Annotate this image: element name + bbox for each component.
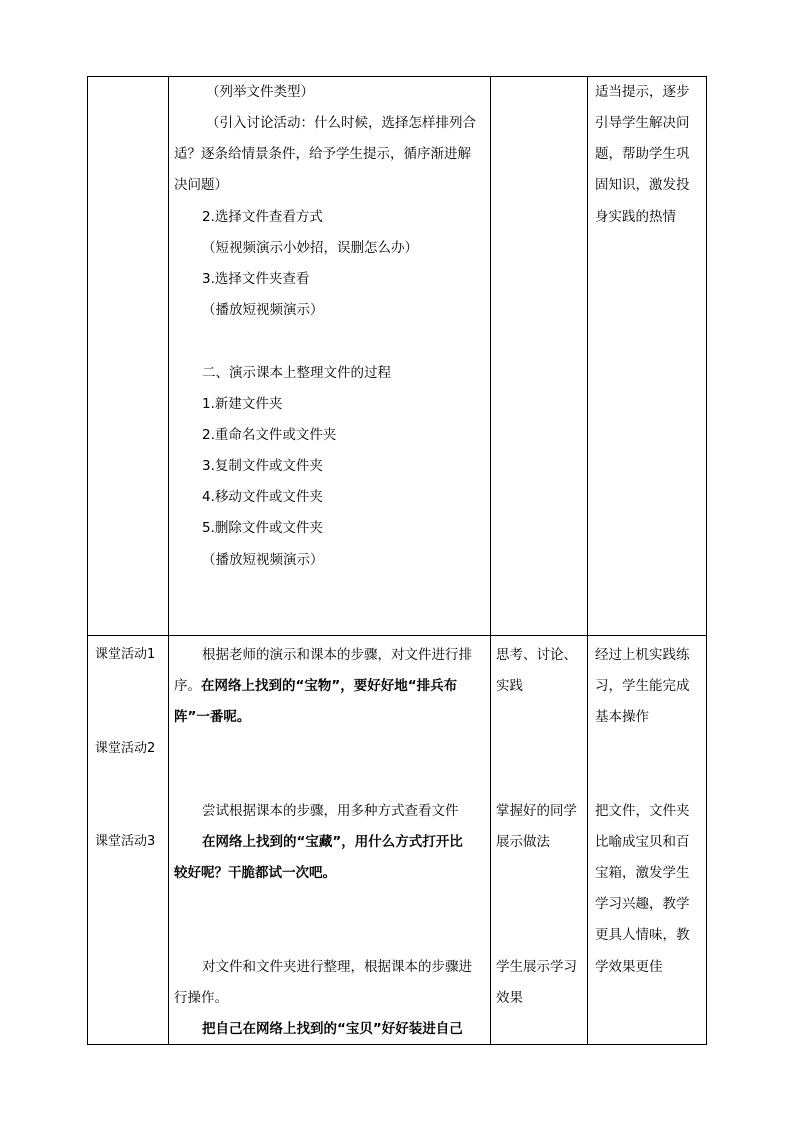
design-intent-line-5: 比喻成宝贝和百 [595, 834, 690, 850]
design-intent-line-2: 习，学生能完成 [595, 678, 690, 694]
student-activity-line-4: 展示做法 [496, 834, 550, 850]
column-divider-1 [168, 77, 169, 1044]
row1-content-line-10: 1.新建文件夹 [202, 396, 283, 412]
student-activity-line-1: 思考、讨论、 [496, 647, 577, 663]
row1-content-line-14: 5.删除文件或文件夹 [202, 520, 323, 536]
row1-content-line-7: 3.选择文件夹查看 [202, 271, 310, 287]
design-intent-line-8: 更具人情味，教 [595, 927, 690, 943]
activity-content-line-5: 在网络上找到的“宝藏”，用什么方式打开比 [202, 834, 463, 850]
lesson-plan-table [87, 76, 707, 1045]
design-intent-line-1: 经过上机实践练 [595, 647, 690, 663]
row1-content-line-2: （引入讨论活动：什么时候，选择怎样排列合 [206, 115, 476, 131]
activity-content-line-3: 阵”一番呢。 [174, 709, 251, 725]
row1-note-line-4: 固知识，激发投 [595, 177, 690, 193]
design-intent-line-9: 学效果更佳 [595, 959, 663, 975]
row1-note-line-2: 引导学生解决问 [595, 115, 690, 131]
activity-content-line-2: 序。在网络上找到的“宝物”，要好好地“排兵布 [174, 678, 458, 694]
column-divider-2 [490, 77, 491, 1044]
activity-content-line-8: 行操作。 [174, 990, 228, 1006]
row1-note-line-1: 适当提示，逐步 [595, 84, 690, 100]
row1-content-line-1: （列举文件类型） [206, 84, 314, 100]
activity-content-line-6: 较好呢？干脆都试一次吧。 [174, 865, 336, 881]
row1-content-line-5: 2.选择文件查看方式 [202, 209, 323, 225]
design-intent-line-6: 宝箱，激发学生 [595, 865, 690, 881]
activity-content-line-7: 对文件和文件夹进行整理，根据课本的步骤进 [202, 959, 472, 975]
student-activity-line-3: 掌握好的同学 [496, 803, 577, 819]
column-divider-3 [587, 77, 588, 1044]
row1-content-line-9: 二、演示课本上整理文件的过程 [202, 365, 391, 381]
student-activity-line-6: 效果 [496, 990, 523, 1006]
activity-label-2: 课堂活动2 [95, 741, 156, 756]
row-divider [88, 635, 706, 636]
activity-label-1: 课堂活动1 [95, 647, 156, 662]
activity-content-line-9: 把自己在网络上找到的“宝贝”好好装进自己 [202, 1021, 463, 1037]
activity-content-line-4: 尝试根据课本的步骤，用多种方式查看文件 [202, 803, 459, 819]
student-activity-line-2: 实践 [496, 678, 523, 694]
design-intent-line-4: 把文件，文件夹 [595, 803, 690, 819]
row1-content-line-3: 适？逐条给情景条件，给予学生提示，循序渐进解 [174, 146, 471, 162]
activity-content-line-1: 根据老师的演示和课本的步骤，对文件进行排 [202, 647, 472, 663]
row1-content-line-11: 2.重命名文件或文件夹 [202, 427, 337, 443]
design-intent-line-3: 基本操作 [595, 709, 649, 725]
row1-content-line-13: 4.移动文件或文件夹 [202, 489, 323, 505]
row1-content-line-15: （播放短视频演示） [202, 552, 324, 568]
row1-content-line-4: 决问题） [174, 177, 228, 193]
row1-note-line-5: 身实践的热情 [595, 209, 676, 225]
row1-content-line-6: （短视频演示小妙招，误删怎么办） [202, 240, 418, 256]
row1-content-line-12: 3.复制文件或文件夹 [202, 458, 323, 474]
activity-label-3: 课堂活动3 [95, 834, 156, 849]
row1-content-line-8: （播放短视频演示） [202, 302, 324, 318]
row1-note-line-3: 题，帮助学生巩 [595, 146, 690, 162]
design-intent-line-7: 学习兴趣，教学 [595, 896, 690, 912]
student-activity-line-5: 学生展示学习 [496, 959, 577, 975]
